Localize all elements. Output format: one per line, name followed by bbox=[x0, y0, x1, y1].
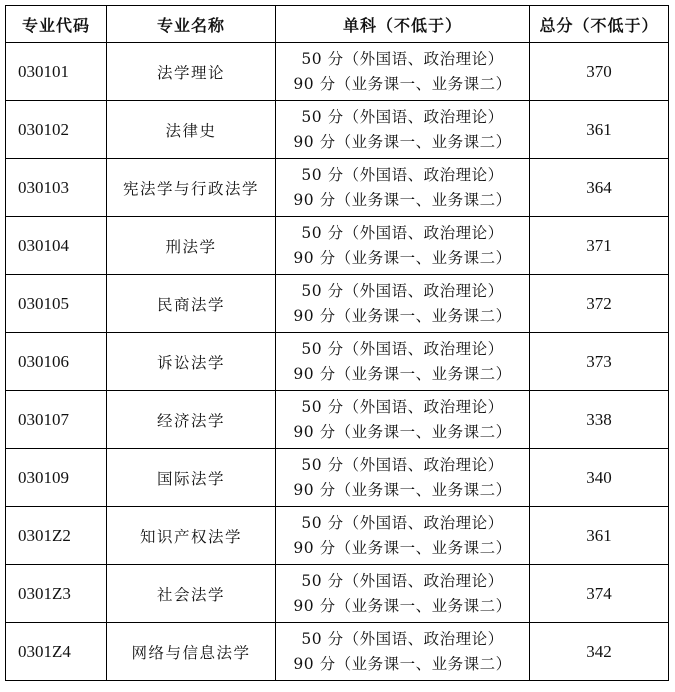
total-score-cell: 371 bbox=[530, 217, 669, 275]
score-table bbox=[5, 5, 669, 681]
major-name-cell: 民商法学 bbox=[107, 275, 276, 333]
single-subject-line-1: 50 分（外国语、政治理论） bbox=[301, 281, 504, 300]
major-name-cell: 法学理论 bbox=[107, 43, 276, 101]
major-name-cell: 社会法学 bbox=[107, 565, 276, 623]
major-name-cell: 宪法学与行政法学 bbox=[107, 159, 276, 217]
table-row bbox=[6, 565, 669, 623]
major-name-cell: 国际法学 bbox=[107, 449, 276, 507]
table-row bbox=[6, 507, 669, 565]
total-score-cell: 361 bbox=[530, 507, 669, 565]
major-code-cell: 0301Z3 bbox=[6, 565, 107, 623]
table-row bbox=[6, 43, 669, 101]
single-subject-line-2: 90 分（业务课一、业务课二） bbox=[293, 306, 512, 325]
major-code-cell: 030102 bbox=[6, 101, 107, 159]
single-subject-cell bbox=[276, 623, 530, 681]
total-score-cell: 374 bbox=[530, 565, 669, 623]
single-subject-line-2: 90 分（业务课一、业务课二） bbox=[293, 422, 512, 441]
table-row bbox=[6, 159, 669, 217]
major-code-cell: 030101 bbox=[6, 43, 107, 101]
table-row bbox=[6, 449, 669, 507]
major-name-cell: 知识产权法学 bbox=[107, 507, 276, 565]
header-name: 专业名称 bbox=[107, 6, 276, 43]
major-name-cell: 诉讼法学 bbox=[107, 333, 276, 391]
single-subject-line-2: 90 分（业务课一、业务课二） bbox=[293, 538, 512, 557]
single-subject-cell bbox=[276, 391, 530, 449]
single-subject-line-1: 50 分（外国语、政治理论） bbox=[301, 629, 504, 648]
single-subject-cell bbox=[276, 217, 530, 275]
single-subject-line-1: 50 分（外国语、政治理论） bbox=[301, 49, 504, 68]
table-row bbox=[6, 101, 669, 159]
single-subject-line-1: 50 分（外国语、政治理论） bbox=[301, 165, 504, 184]
single-subject-line-2: 90 分（业务课一、业务课二） bbox=[293, 364, 512, 383]
total-score-cell: 370 bbox=[530, 43, 669, 101]
single-subject-line-1: 50 分（外国语、政治理论） bbox=[301, 223, 504, 242]
total-score-cell: 372 bbox=[530, 275, 669, 333]
single-subject-line-2: 90 分（业务课一、业务课二） bbox=[293, 248, 512, 267]
table-row bbox=[6, 623, 669, 681]
major-code-cell: 030103 bbox=[6, 159, 107, 217]
single-subject-line-2: 90 分（业务课一、业务课二） bbox=[293, 132, 512, 151]
major-code-cell: 030109 bbox=[6, 449, 107, 507]
single-subject-cell bbox=[276, 275, 530, 333]
single-subject-cell bbox=[276, 101, 530, 159]
total-score-cell: 342 bbox=[530, 623, 669, 681]
single-subject-line-1: 50 分（外国语、政治理论） bbox=[301, 397, 504, 416]
table-row bbox=[6, 275, 669, 333]
table-row bbox=[6, 217, 669, 275]
header-single: 单科（不低于） bbox=[276, 6, 530, 43]
single-subject-line-2: 90 分（业务课一、业务课二） bbox=[293, 596, 512, 615]
major-name-cell: 刑法学 bbox=[107, 217, 276, 275]
major-name-cell: 网络与信息法学 bbox=[107, 623, 276, 681]
major-code-cell: 0301Z4 bbox=[6, 623, 107, 681]
total-score-cell: 361 bbox=[530, 101, 669, 159]
single-subject-line-2: 90 分（业务课一、业务课二） bbox=[293, 654, 512, 673]
single-subject-cell bbox=[276, 507, 530, 565]
total-score-cell: 364 bbox=[530, 159, 669, 217]
single-subject-cell bbox=[276, 159, 530, 217]
major-code-cell: 030107 bbox=[6, 391, 107, 449]
single-subject-cell bbox=[276, 449, 530, 507]
table-row bbox=[6, 391, 669, 449]
total-score-cell: 338 bbox=[530, 391, 669, 449]
header-total: 总分（不低于） bbox=[530, 6, 669, 43]
major-code-cell: 030104 bbox=[6, 217, 107, 275]
major-code-cell: 030106 bbox=[6, 333, 107, 391]
single-subject-line-1: 50 分（外国语、政治理论） bbox=[301, 107, 504, 126]
major-code-cell: 0301Z2 bbox=[6, 507, 107, 565]
table-body bbox=[6, 43, 669, 681]
total-score-cell: 373 bbox=[530, 333, 669, 391]
single-subject-cell bbox=[276, 333, 530, 391]
single-subject-line-1: 50 分（外国语、政治理论） bbox=[301, 339, 504, 358]
total-score-cell: 340 bbox=[530, 449, 669, 507]
major-name-cell: 经济法学 bbox=[107, 391, 276, 449]
single-subject-cell bbox=[276, 565, 530, 623]
single-subject-line-1: 50 分（外国语、政治理论） bbox=[301, 513, 504, 532]
single-subject-cell bbox=[276, 43, 530, 101]
single-subject-line-2: 90 分（业务课一、业务课二） bbox=[293, 74, 512, 93]
single-subject-line-1: 50 分（外国语、政治理论） bbox=[301, 455, 504, 474]
single-subject-line-2: 90 分（业务课一、业务课二） bbox=[293, 480, 512, 499]
header-code: 专业代码 bbox=[6, 6, 107, 43]
single-subject-line-1: 50 分（外国语、政治理论） bbox=[301, 571, 504, 590]
major-code-cell: 030105 bbox=[6, 275, 107, 333]
table-row bbox=[6, 333, 669, 391]
major-name-cell: 法律史 bbox=[107, 101, 276, 159]
table-header-row bbox=[6, 6, 669, 43]
single-subject-line-2: 90 分（业务课一、业务课二） bbox=[293, 190, 512, 209]
